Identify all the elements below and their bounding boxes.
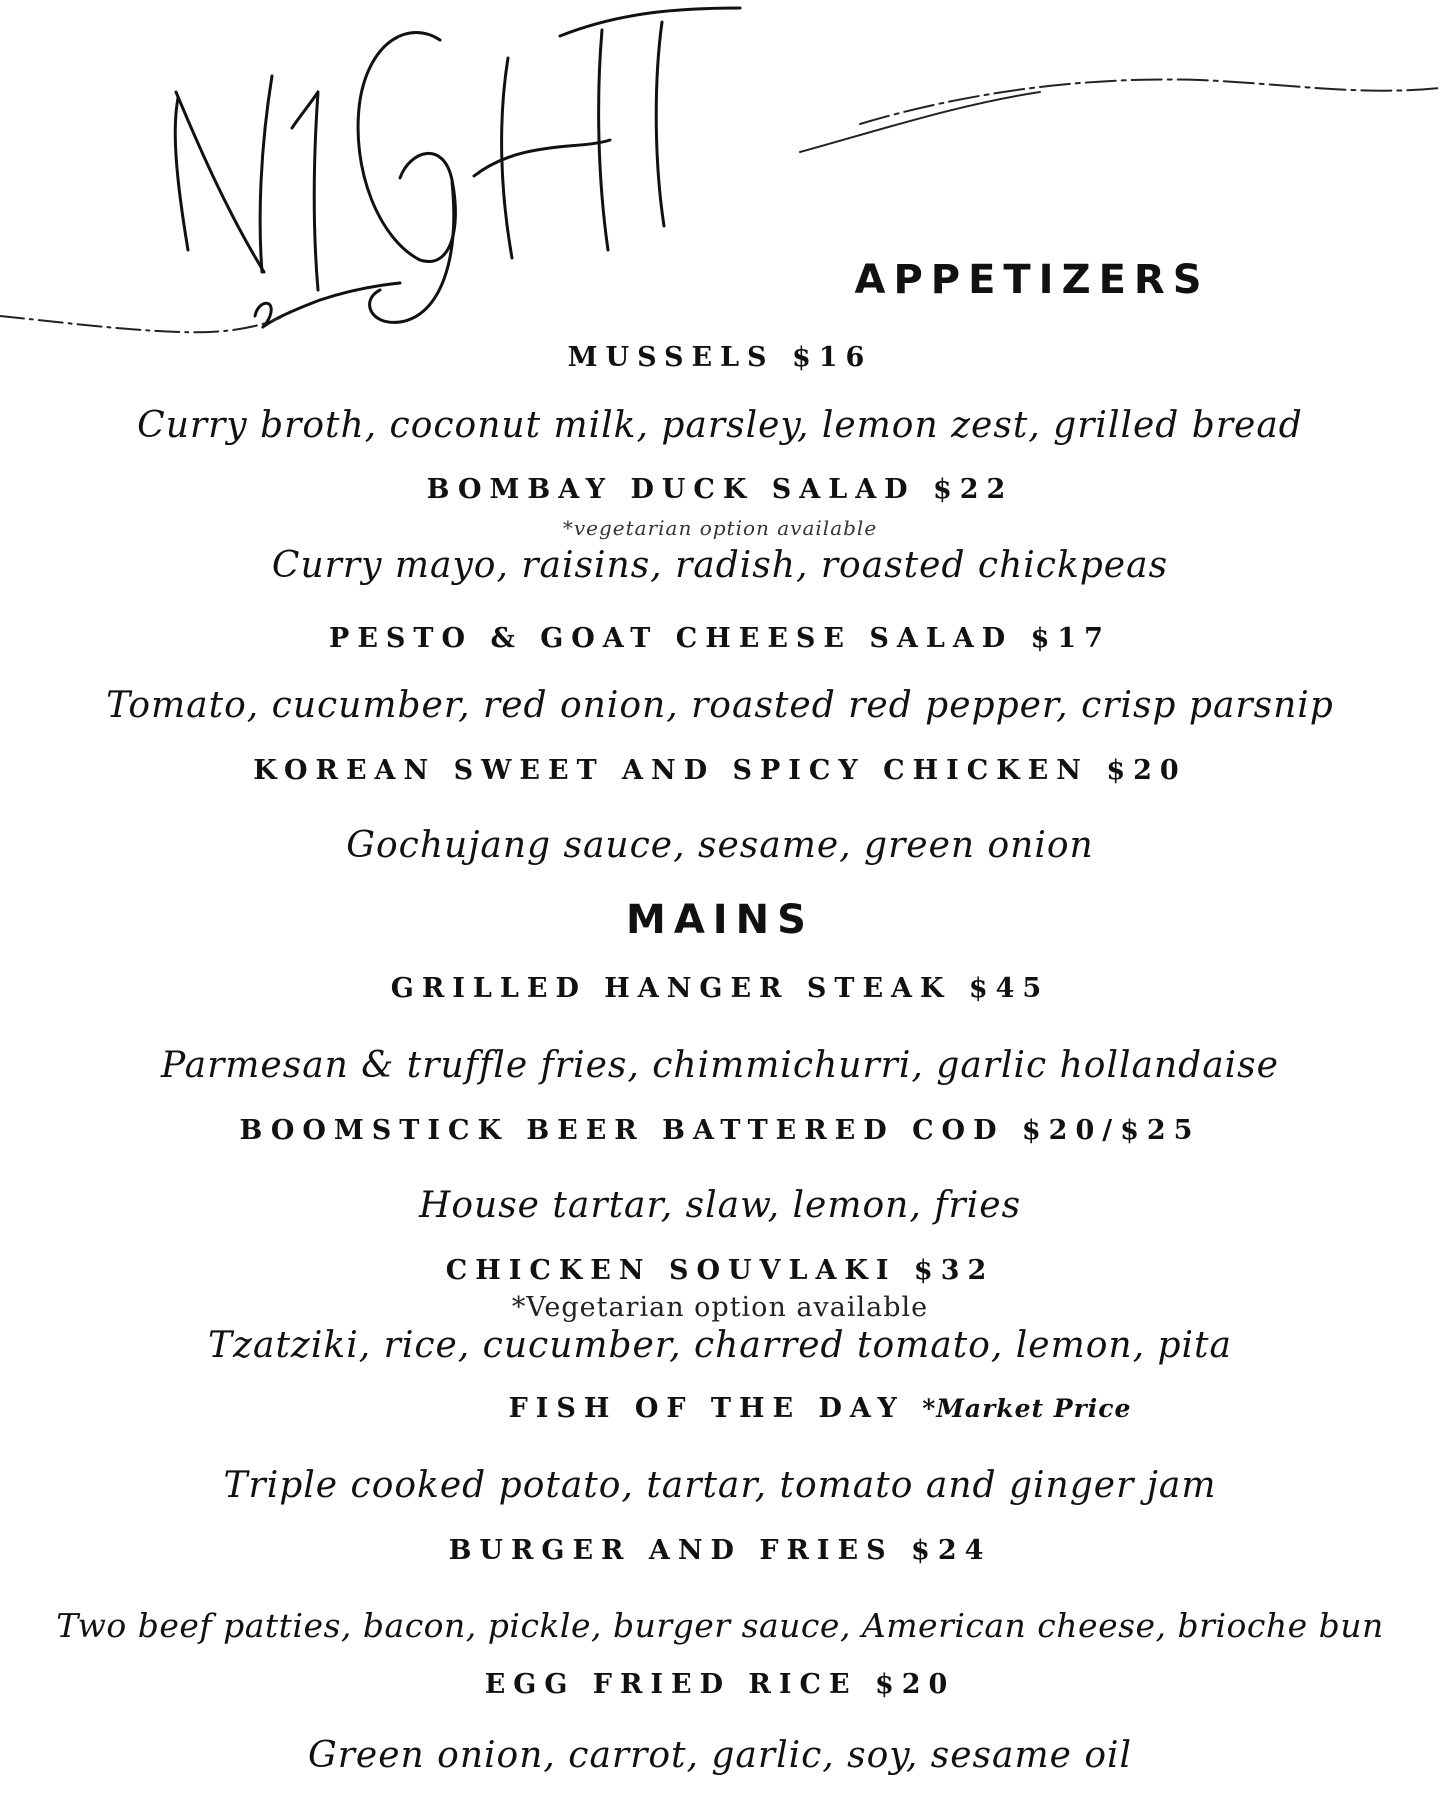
menu-item-name: PESTO & GOAT CHEESE SALAD $17	[329, 623, 1111, 654]
menu-item-description: Curry broth, coconut milk, parsley, lemon zest, grilled bread	[137, 405, 1303, 446]
menu-item-description: Two beef patties, bacon, pickle, burger sauce, American cheese, brioche bun	[56, 1606, 1384, 1645]
vegetarian-note: *Vegetarian option available	[511, 1292, 929, 1323]
menu-item-description: Triple cooked potato, tartar, tomato and ginger jam	[223, 1465, 1217, 1506]
vegetarian-note: *vegetarian option available	[562, 516, 878, 540]
section-heading-appetizers: APPETIZERS	[854, 257, 1210, 303]
menu-item-description: Parmesan & truffle fries, chimmichurri, garlic hollandaise	[161, 1045, 1279, 1086]
menu-item-description: House tartar, slaw, lemon, fries	[418, 1185, 1022, 1226]
section-heading-mains: MAINS	[626, 897, 814, 943]
menu-item-name: KOREAN SWEET AND SPICY CHICKEN $20	[253, 755, 1187, 786]
market-price-note: *Market Price	[922, 1394, 1132, 1423]
menu-item-description: Tzatziki, rice, cucumber, charred tomato, lemon, pita	[208, 1325, 1232, 1366]
menu-item-name: BURGER AND FRIES $24	[448, 1535, 992, 1566]
menu-item-description: Curry mayo, raisins, radish, roasted chickpeas	[271, 545, 1169, 586]
menu-item-name: FISH OF THE DAY	[508, 1393, 905, 1424]
menu-item-description: Green onion, carrot, garlic, soy, sesame oil	[307, 1735, 1133, 1776]
menu-item-name: EGG FRIED RICE $20	[484, 1669, 956, 1700]
menu-item-name: BOOMSTICK BEER BATTERED COD $20/$25	[239, 1115, 1201, 1146]
menu-item-description: Tomato, cucumber, red onion, roasted red pepper, crisp parsnip	[106, 685, 1334, 726]
menu-item-name: GRILLED HANGER STEAK $45	[390, 973, 1050, 1004]
menu-item-fish-of-the-day	[100, 1392, 1440, 1426]
menu-item-name: MUSSELS $16	[567, 342, 873, 373]
menu-item-description: Gochujang sauce, sesame, green onion	[346, 825, 1094, 866]
menu-item-name: CHICKEN SOUVLAKI $32	[445, 1255, 995, 1286]
menu-item-name: BOMBAY DUCK SALAD $22	[426, 474, 1014, 505]
